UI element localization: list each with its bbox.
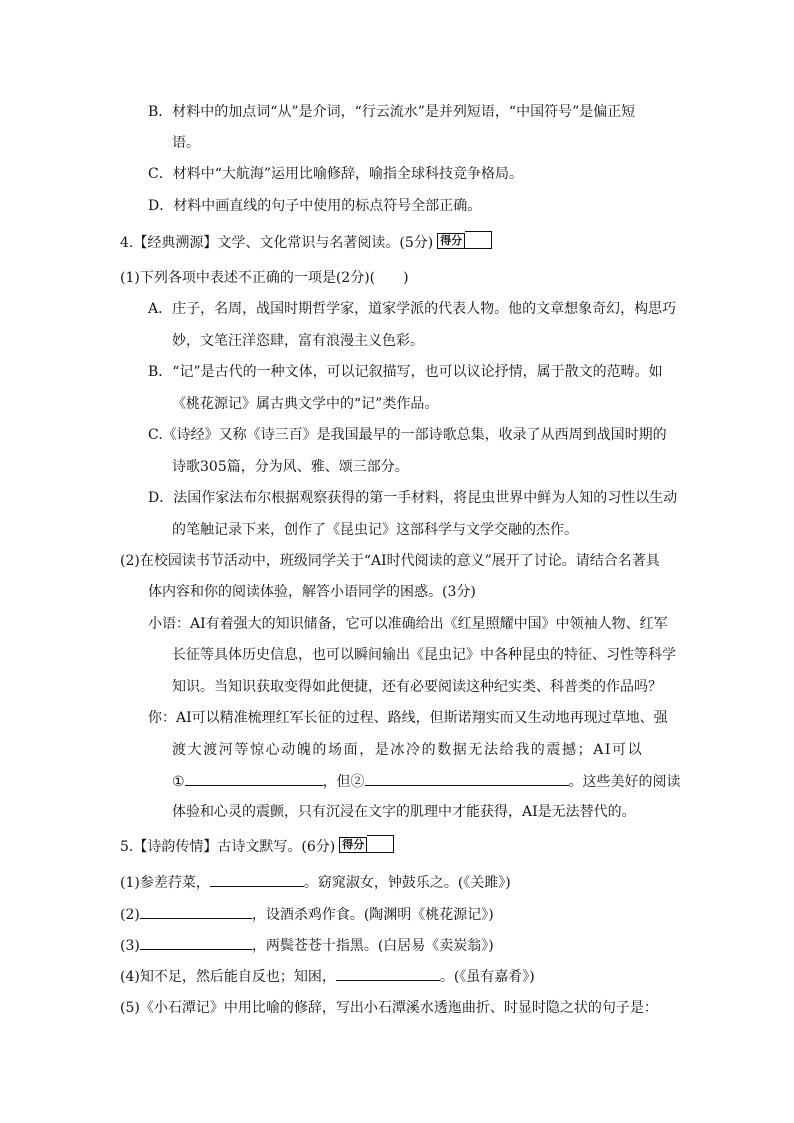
q4-title [120,233,492,253]
q5-score-label: 得分 [339,837,367,853]
q4-title-text: 4.【经典溯源】文学、文化常识与名著阅读。(5分) [120,235,434,251]
q4-score-field[interactable] [465,231,492,249]
xiaoyu-line3: 知识。当知识获取变得如此便捷，还有必要阅读这种纪实类、科普类的作品吗？ [172,679,662,695]
xiaoyu-line2: 长征等具体历史信息，也可以瞬间输出《昆虫记》中各种昆虫的特征、习性等科学 [172,647,676,663]
q5-blank-2[interactable] [140,904,252,919]
q5-item4-end: 。(《虽有嘉肴》) [439,969,535,985]
q5-item1 [120,872,511,892]
q4-option-b-line2: 《桃花源记》属古典文学中的“记”类作品。 [172,396,439,412]
q5-item3-start: (3) [120,938,140,954]
q5-blank-3[interactable] [140,935,252,950]
q4-option-b-line1: B．“记”是古代的一种文体，可以记叙描写，也可以议论抒情，属于散文的范畴。如 [148,364,663,380]
q4-score-label: 得分 [437,233,465,249]
q4-option-a-line2: 妙，文笔汪洋恣肆，富有浪漫主义色彩。 [172,333,424,349]
q4-option-c-line2: 诗歌305篇，分为风、雅、颂三部分。 [172,459,409,475]
q3-option-c: C．材料中“大航海”运用比喻修辞，喻指全球科技竞争格局。 [148,166,524,182]
q5-score-box [339,837,394,857]
q4-part1-prompt: (1)下列各项中表述不正确的一项是(2分)( ) [120,270,409,286]
q4-score-box [437,233,492,253]
q4-option-c-line1: C.《诗经》又称《诗三百》是我国最早的一部诗歌总集，收录了从西周到战国时期的 [148,427,667,443]
xiaoyu-line1: 小语：AI有着强大的知识储备，它可以准确给出《红星照耀中国》中领袖人物、红军 [148,616,668,632]
q5-title [120,837,394,857]
q5-item3 [120,935,494,955]
blank-1-marker: ① [172,774,185,790]
q4-part2-line1: (2)在校园读书节活动中，班级同学关于“AI时代阅读的意义”展开了讨论。请结合名著具 [120,553,660,569]
q5-blank-4[interactable] [336,966,440,981]
q5-blank-1[interactable] [210,872,304,887]
ni-line2: 渡大渡河等惊心动魄的场面，是冰冷的数据无法给我的震撼；AI可以 [172,742,644,758]
q5-item4-start: (4)知不足，然后能自反也；知困， [120,969,336,985]
answer-blank-1[interactable] [185,771,323,786]
q5-item2 [120,904,494,924]
q5-title-text: 5.【诗韵传情】古诗文默写。(6分) [120,839,336,855]
q5-item5: (5)《小石潭记》中用比喻的修辞，写出小石潭溪水透迤曲折、时显时隐之状的句子是： [120,1000,658,1016]
ni-line4: 体验和心灵的震颤，只有沉浸在文字的肌理中才能获得，AI是无法替代的。 [172,804,636,820]
q4-option-a-line1: A．庄子，名周，战国时期哲学家，道家学派的代表人物。他的文章想象奇幻，构思巧 [148,301,677,317]
q5-item1-end: 。窈窕淑女，钟鼓乐之。(《关雎》) [303,875,511,891]
q4-option-d-line1: D．法国作家法布尔根据观察获得的第一手材料，将昆虫世界中鲜为人知的习性以生动 [148,490,678,506]
q5-item2-end: ，设酒杀鸡作食。(陶渊明《桃花源记》) [251,907,494,923]
q3-option-d: D．材料中画直线的句子中使用的标点符号全部正确。 [148,198,482,214]
ni-line3 [172,771,681,791]
q5-item4 [120,966,535,986]
q5-item2-start: (2) [120,907,140,923]
q3-option-b-line1: B．材料中的加点词“从”是介词，“行云流水”是并列短语，“中国符号”是偏正短 [148,104,636,120]
q4-option-d-line2: 的笔触记录下来，创作了《昆虫记》这部科学与文学交融的杰作。 [172,522,578,538]
q5-item3-end: ，两鬓苍苍十指黑。(白居易《卖炭翁》) [251,938,494,954]
q5-score-field[interactable] [367,835,394,853]
q4-part2-line2: 体内容和你的阅读体验，解答小语同学的困惑。(3分) [148,584,476,600]
ni-line3-mid: ，但② [322,774,365,790]
q3-option-b-line2: 语。 [172,135,200,151]
answer-blank-2[interactable] [365,771,569,786]
ni-line3-end: 。这些美好的阅读 [568,774,681,790]
ni-line1: 你：AI可以精准梳理红军长征的过程、路线，但斯诺翔实而又生动地再现过草地、强 [148,710,668,726]
q5-item1-start: (1)参差荇菜， [120,875,210,891]
